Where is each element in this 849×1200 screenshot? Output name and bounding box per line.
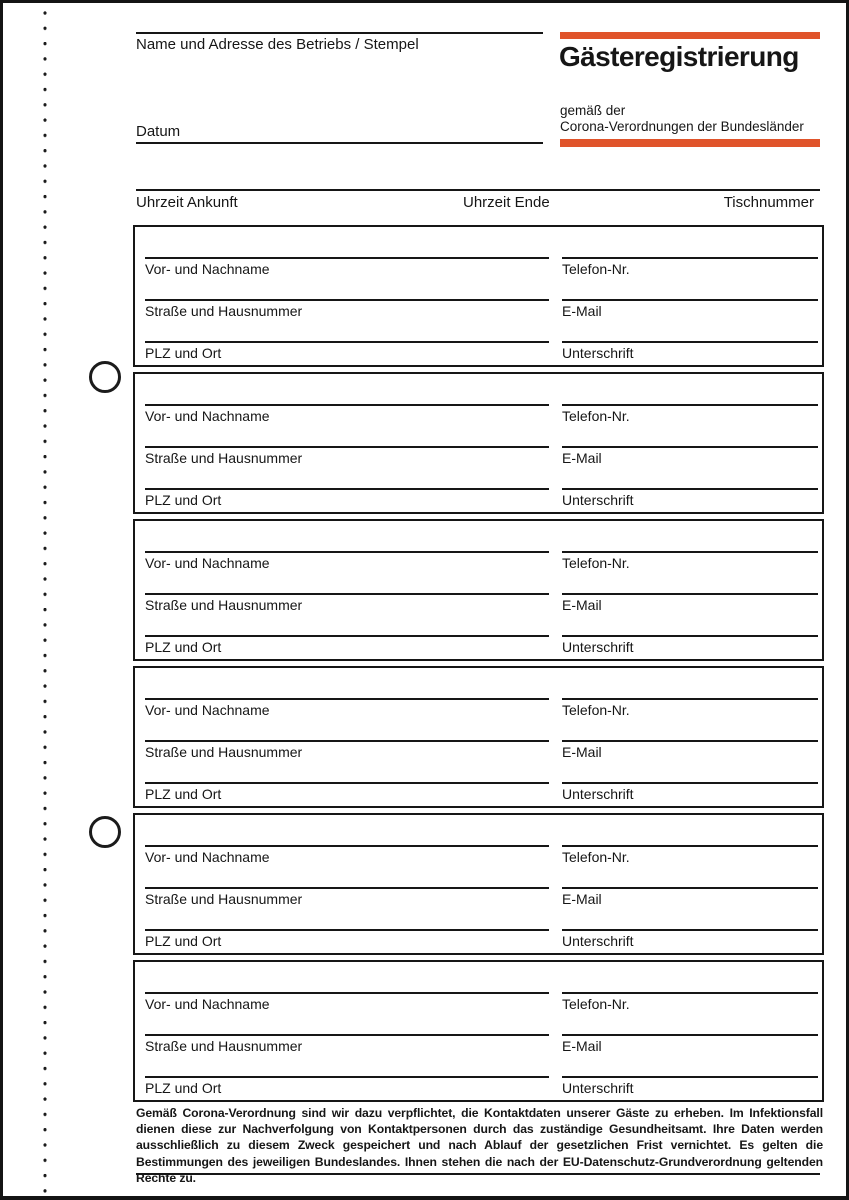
phone-label: Telefon-Nr. — [562, 996, 630, 1012]
business-stamp-line — [136, 32, 543, 34]
title-accent-bar-bottom — [560, 139, 820, 147]
phone-write-line — [562, 551, 818, 553]
city-field — [145, 341, 549, 361]
street-field — [145, 887, 549, 907]
city-write-line — [145, 635, 549, 637]
email-label: E-Mail — [562, 744, 602, 760]
signature-label: Unterschrift — [562, 933, 634, 949]
email-label: E-Mail — [562, 597, 602, 613]
name-field — [145, 698, 549, 718]
phone-label: Telefon-Nr. — [562, 849, 630, 865]
signature-label: Unterschrift — [562, 786, 634, 802]
phone-write-line — [562, 257, 818, 259]
title-accent-bar-top — [560, 32, 820, 39]
end-time-label: Uhrzeit Ende — [463, 194, 550, 211]
signature-field — [562, 341, 818, 361]
signature-label: Unterschrift — [562, 492, 634, 508]
email-write-line — [562, 1034, 818, 1036]
privacy-notice: Gemäß Corona-Verordnung sind wir dazu verpflichtet, die Kontaktdaten unserer Gäste zu erheben. Im Infektionsfall dienen diese zur Nachverfolgung von Kontaktpersonen durch das zuständige Gesundheitsamt. Ihre Daten werden ausschließlich zu diesem Zweck gespeichert und nach Ablauf der gesetzlichen Frist vernichtet. Es gelten die Bestimmungen des jeweiligen Bundeslandes. Ihnen stehen die nach der EU-Datenschutz-Grundverordnung geltenden Rechte zu. — [136, 1106, 823, 1185]
city-label: PLZ und Ort — [145, 639, 222, 655]
city-label: PLZ und Ort — [145, 492, 222, 508]
name-field — [145, 992, 549, 1012]
email-field — [562, 299, 818, 319]
name-write-line — [145, 257, 549, 259]
signature-write-line — [562, 929, 818, 931]
signature-write-line — [562, 1076, 818, 1078]
city-label: PLZ und Ort — [145, 786, 222, 802]
phone-label: Telefon-Nr. — [562, 261, 630, 277]
signature-field — [562, 929, 818, 949]
street-field — [145, 1034, 549, 1054]
name-label: Vor- und Nachname — [145, 996, 270, 1012]
street-write-line — [145, 593, 549, 595]
name-field — [145, 551, 549, 571]
signature-field — [562, 488, 818, 508]
table-number-label: Tischnummer — [723, 194, 814, 211]
street-label: Straße und Hausnummer — [145, 597, 303, 613]
guest-blocks — [133, 225, 824, 1102]
email-field — [562, 593, 818, 613]
city-write-line — [145, 1076, 549, 1078]
city-label: PLZ und Ort — [145, 345, 222, 361]
phone-label: Telefon-Nr. — [562, 702, 630, 718]
hole-punch-bottom — [89, 816, 121, 848]
name-write-line — [145, 992, 549, 994]
page-subtitle-line1: gemäß der — [560, 103, 626, 118]
street-write-line — [145, 887, 549, 889]
name-label: Vor- und Nachname — [145, 555, 270, 571]
guest-block — [133, 813, 824, 955]
guest-block — [133, 519, 824, 661]
city-label: PLZ und Ort — [145, 1080, 222, 1096]
name-write-line — [145, 551, 549, 553]
email-label: E-Mail — [562, 891, 602, 907]
name-write-line — [145, 845, 549, 847]
page-subtitle — [560, 103, 804, 135]
phone-label: Telefon-Nr. — [562, 555, 630, 571]
phone-write-line — [562, 992, 818, 994]
signature-field — [562, 782, 818, 802]
business-stamp-label: Name und Adresse des Betriebs / Stempel — [136, 36, 419, 53]
email-write-line — [562, 740, 818, 742]
street-field — [145, 299, 549, 319]
city-label: PLZ und Ort — [145, 933, 222, 949]
email-field — [562, 887, 818, 907]
name-field — [145, 404, 549, 424]
guest-block — [133, 960, 824, 1102]
phone-field — [562, 992, 818, 1012]
email-write-line — [562, 446, 818, 448]
phone-field — [562, 257, 818, 277]
hole-punch-top — [89, 361, 121, 393]
page-subtitle-line2: Corona-Verordnungen der Bundesländer — [560, 119, 804, 134]
phone-field — [562, 845, 818, 865]
phone-field — [562, 698, 818, 718]
signature-write-line — [562, 488, 818, 490]
street-label: Straße und Hausnummer — [145, 744, 303, 760]
email-label: E-Mail — [562, 303, 602, 319]
arrival-time-label: Uhrzeit Ankunft — [136, 194, 238, 211]
city-field — [145, 782, 549, 802]
email-label: E-Mail — [562, 1038, 602, 1054]
name-label: Vor- und Nachname — [145, 408, 270, 424]
street-label: Straße und Hausnummer — [145, 303, 303, 319]
phone-write-line — [562, 845, 818, 847]
signature-label: Unterschrift — [562, 639, 634, 655]
signature-label: Unterschrift — [562, 1080, 634, 1096]
name-field — [145, 257, 549, 277]
perforation-dots — [41, 5, 49, 1197]
street-label: Straße und Hausnummer — [145, 891, 303, 907]
city-write-line — [145, 488, 549, 490]
email-field — [562, 740, 818, 760]
date-label: Datum — [136, 123, 181, 140]
phone-write-line — [562, 404, 818, 406]
street-label: Straße und Hausnummer — [145, 450, 303, 466]
guest-block — [133, 666, 824, 808]
city-field — [145, 488, 549, 508]
email-field — [562, 446, 818, 466]
email-field — [562, 1034, 818, 1054]
guest-block — [133, 372, 824, 514]
street-write-line — [145, 299, 549, 301]
name-label: Vor- und Nachname — [145, 849, 270, 865]
page-title: Gästeregistrierung — [559, 41, 799, 72]
street-write-line — [145, 740, 549, 742]
city-write-line — [145, 929, 549, 931]
name-label: Vor- und Nachname — [145, 261, 270, 277]
signature-field — [562, 1076, 818, 1096]
phone-label: Telefon-Nr. — [562, 408, 630, 424]
phone-field — [562, 551, 818, 571]
city-write-line — [145, 782, 549, 784]
signature-label: Unterschrift — [562, 345, 634, 361]
email-write-line — [562, 887, 818, 889]
signature-field — [562, 635, 818, 655]
header-line — [136, 189, 820, 191]
name-write-line — [145, 404, 549, 406]
street-field — [145, 593, 549, 613]
email-label: E-Mail — [562, 450, 602, 466]
phone-write-line — [562, 698, 818, 700]
name-write-line — [145, 698, 549, 700]
signature-write-line — [562, 341, 818, 343]
city-field — [145, 635, 549, 655]
signature-write-line — [562, 635, 818, 637]
city-field — [145, 929, 549, 949]
city-write-line — [145, 341, 549, 343]
guest-block — [133, 225, 824, 367]
street-write-line — [145, 446, 549, 448]
street-field — [145, 740, 549, 760]
date-line — [136, 142, 543, 144]
city-field — [145, 1076, 549, 1096]
street-label: Straße und Hausnummer — [145, 1038, 303, 1054]
name-field — [145, 845, 549, 865]
phone-field — [562, 404, 818, 424]
email-write-line — [562, 299, 818, 301]
street-write-line — [145, 1034, 549, 1036]
email-write-line — [562, 593, 818, 595]
signature-write-line — [562, 782, 818, 784]
street-field — [145, 446, 549, 466]
footer-line — [136, 1173, 820, 1175]
name-label: Vor- und Nachname — [145, 702, 270, 718]
